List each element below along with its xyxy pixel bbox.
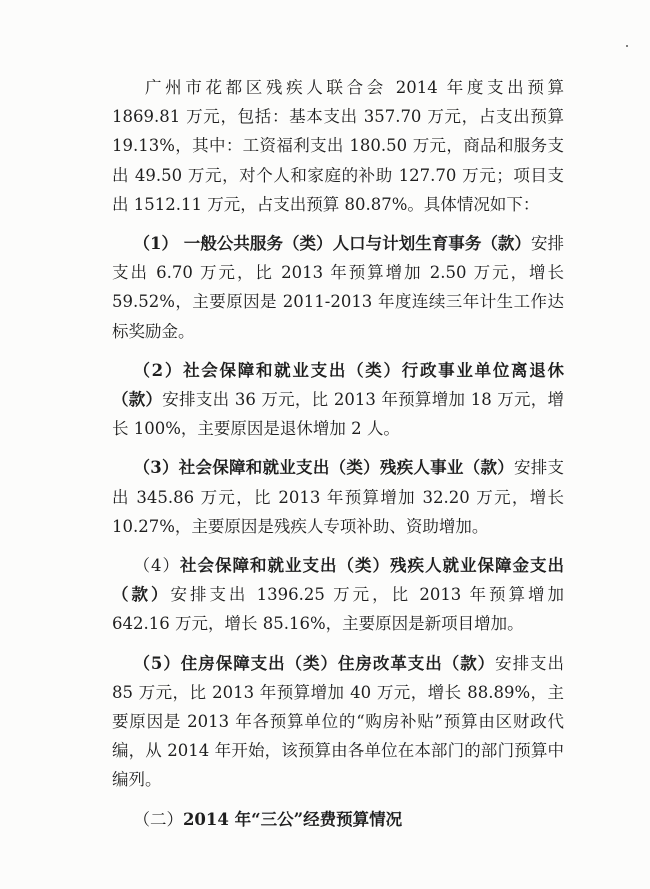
item-2-body: 安排支出 36 万元，比 2013 年预算增加 18 万元，增长 100%，主要原因是退休增加 2 人。 — [112, 390, 565, 439]
item-5 — [112, 649, 564, 795]
item-2-heading: （2）社会保障和就业支出（类）行政事业单位离退休（款） — [112, 360, 564, 410]
item-3-heading: （3）社会保障和就业支出（类）残疾人事业（款） — [133, 458, 514, 478]
item-1-heading: （1） 一般公共服务（类）人口与计划生育事务（款） — [133, 234, 531, 254]
section-two-heading — [112, 805, 564, 834]
item-4-prefix: （4） — [133, 556, 180, 576]
item-1 — [112, 229, 564, 346]
item-3-body: 安排支出 345.86 万元，比 2013 年预算增加 32.20 万元，增长 10.27%，主要原因是残疾人专项补助、资助增加。 — [112, 458, 565, 536]
section-title: 2014 年“三公”经费预算情况 — [182, 809, 403, 829]
item-2 — [112, 356, 564, 444]
scan-speck — [626, 45, 628, 47]
item-4-body: 安排支出 1396.25 万元，比 2013 年预算增加 642.16 万元，增长 85.16%，主要原因是新项目增加。 — [112, 585, 565, 634]
item-1-body: 安排支出 6.70 万元，比 2013 年预算增加 2.50 万元，增长 59.52%，主要原因是 2011-2013 年度连续三年计生工作达标奖励金。 — [112, 234, 565, 341]
document-body — [112, 73, 564, 834]
section-prefix: （二） — [133, 809, 183, 829]
item-5-heading: （5）住房保障支出（类）住房改革支出（款） — [133, 653, 496, 673]
item-3 — [112, 453, 564, 541]
item-4-heading: 社会保障和就业支出（类）残疾人就业保障金支出（款） — [112, 556, 565, 605]
intro-paragraph: 广州市花都区残疾人联合会 2014 年度支出预算 1869.81 万元，包括：基本支出 357.70 万元，占支出预算 19.13%，其中：工资福利支出 180.50 万元，商品和服务支出 49.50 万元，对个人和家庭的补助 127.70 万元；项目支出 1512.11 万元，占支出预算 80.87%。具体情况如下： — [112, 78, 564, 214]
item-5-body: 安排支出 85 万元，比 2013 年预算增加 40 万元，增长 88.89%，主要原因是 2013 年各预算单位的“购房补贴”预算由区财政代编，从 2014 年开始，该预算由各单位在本部门的部门预算中编列。 — [112, 653, 565, 790]
item-4 — [112, 551, 564, 639]
